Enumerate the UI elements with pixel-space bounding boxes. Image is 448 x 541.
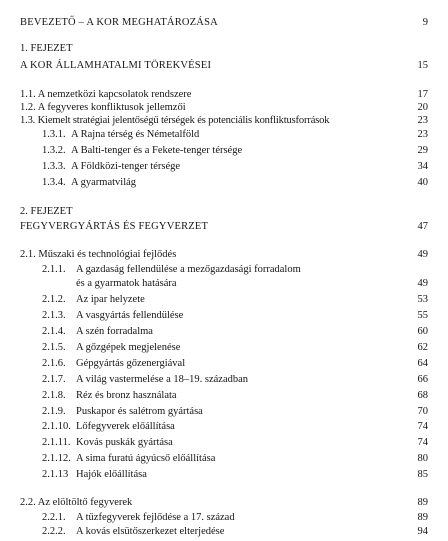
chapter-number: 2. FEJEZET: [20, 206, 73, 217]
toc-subentry: [0, 375, 448, 389]
toc-page-number: 74: [417, 437, 428, 448]
toc-subentry-text: Gépgyártás gőzenergiával: [76, 358, 186, 369]
toc-page-number: 55: [417, 310, 428, 321]
toc-subentry: [0, 130, 448, 144]
toc-subentry-text: A gazdaság fellendülése a mezőgazdasági forradalom: [76, 264, 301, 275]
toc-page-number: 15: [417, 60, 428, 71]
toc-page-number: 53: [417, 294, 428, 305]
toc-page-number: 62: [417, 342, 428, 353]
toc-subentry: [0, 391, 448, 405]
toc-entry: [0, 116, 448, 130]
toc-page-number: 89: [417, 497, 428, 508]
toc-page-number: 47: [417, 221, 428, 232]
chapter-title: FEGYVERGYÁRTÁS ÉS FEGYVERZET: [20, 221, 209, 232]
toc-page-number: 74: [417, 421, 428, 432]
toc-subentry-number: 2.1.8.: [42, 390, 66, 401]
toc-section-label: 2.2. Az elöltöltő fegyverek: [20, 497, 133, 508]
toc-subentry: [0, 438, 448, 452]
toc-subentry-number: 2.1.6.: [42, 358, 66, 369]
toc-subentry-number: 2.1.11.: [42, 437, 71, 448]
chapter-2-heading: [0, 222, 448, 236]
toc-subentry: [0, 311, 448, 325]
toc-subentry-number: 2.1.12.: [42, 453, 71, 464]
chapter-title: A KOR ÁLLAMHATALMI TÖREKVÉSEI: [20, 60, 212, 71]
toc-subentry-text: és a gyarmatok hatására: [76, 278, 177, 289]
toc-subentry-number: 2.1.9.: [42, 406, 66, 417]
toc-page-number: 68: [417, 390, 428, 401]
toc-subentry-text: A Rajna térség és Németalföld: [71, 129, 200, 140]
toc-subentry-text: Hajók előállítása: [76, 469, 147, 480]
toc-entry-label: 1.1. A nemzetközi kapcsolatok rendszere: [20, 89, 192, 100]
toc-subentry-number: 2.1.10.: [42, 421, 71, 432]
toc-subentry-number: 1.3.4.: [42, 177, 66, 188]
toc-subentry-number: 2.1.5.: [42, 342, 66, 353]
toc-entry-label: 1.3. Kiemelt stratégiai jelentőségű térségek és potenciális konfliktusforrások: [20, 115, 330, 126]
toc-subentry-text: Lőfegyverek előállítása: [76, 421, 175, 432]
toc-subentry: [0, 407, 448, 421]
toc-subentry-continuation: [0, 279, 448, 293]
chapter-number: 1. FEJEZET: [20, 43, 73, 54]
toc-subentry-text: A világ vastermelése a 18–19. században: [76, 374, 249, 385]
chapter-1-number: [0, 44, 448, 58]
toc-page-number: 29: [417, 145, 428, 156]
toc-page-number: 64: [417, 358, 428, 369]
toc-subentry-number: 2.1.13: [42, 469, 69, 480]
toc-page-number: 34: [417, 161, 428, 172]
toc-subentry: [0, 295, 448, 309]
toc-page-number: 17: [417, 89, 428, 100]
toc-section: [0, 498, 448, 512]
toc-page-number: 70: [417, 406, 428, 417]
toc-subentry-number: 2.1.1.: [42, 264, 66, 275]
toc-subentry: [0, 359, 448, 373]
toc-subentry-text: Kovás puskák gyártása: [76, 437, 173, 448]
toc-subentry-text: Réz és bronz használata: [76, 390, 177, 401]
toc-page-number: 66: [417, 374, 428, 385]
toc-subentry-number: 2.1.7.: [42, 374, 66, 385]
toc-subentry-text: A gőzgépek megjelenése: [76, 342, 181, 353]
toc-subentry-number: 1.3.2.: [42, 145, 66, 156]
toc-page-number: 85: [417, 469, 428, 480]
toc-intro: [0, 18, 448, 32]
toc-intro-title: BEVEZETŐ – A KOR MEGHATÁROZÁSA: [20, 17, 218, 28]
toc-subentry-text: A szén forradalma: [76, 326, 153, 337]
toc-page-number: 89: [417, 512, 428, 523]
toc-section-label: 2.1. Műszaki és technológiai fejlődés: [20, 249, 177, 260]
toc-subentry-text: A Földközi-tenger térsége: [71, 161, 181, 172]
toc-subentry: [0, 470, 448, 484]
toc-subentry: [0, 454, 448, 468]
toc-entry-label: 1.2. A fegyveres konfliktusok jellemzői: [20, 102, 186, 113]
toc-subentry-number: 1.3.3.: [42, 161, 66, 172]
toc-subentry-number: 2.1.3.: [42, 310, 66, 321]
toc-subentry-number: 2.2.2.: [42, 526, 66, 537]
chapter-1-heading: [0, 61, 448, 75]
toc-subentry: [0, 513, 448, 527]
toc-page-number: 23: [417, 115, 428, 126]
toc-subentry: [0, 422, 448, 436]
toc-subentry-text: A sima furatú ágyúcső előállítása: [76, 453, 216, 464]
toc-page-number: 94: [417, 526, 428, 537]
toc-subentry: [0, 162, 448, 176]
toc-subentry: [0, 343, 448, 357]
toc-subentry-number: 2.1.2.: [42, 294, 66, 305]
toc-subentry-text: A gyarmatvilág: [71, 177, 137, 188]
toc-page-number: 80: [417, 453, 428, 464]
toc-subentry: [0, 178, 448, 192]
toc-subentry: [0, 146, 448, 160]
toc-subentry-number: 2.1.4.: [42, 326, 66, 337]
toc-subentry-text: A tűzfegyverek fejlődése a 17. század: [76, 512, 235, 523]
toc-subentry: [0, 327, 448, 341]
toc-subentry: [0, 265, 448, 279]
toc-subentry-text: A vasgyártás fellendülése: [76, 310, 184, 321]
toc-page-number: 40: [417, 177, 428, 188]
toc-page-number: 60: [417, 326, 428, 337]
toc-page-number: 20: [417, 102, 428, 113]
toc-subentry-number: 1.3.1.: [42, 129, 66, 140]
toc-section: [0, 250, 448, 264]
toc-page-number: 49: [417, 278, 428, 289]
chapter-2-number: [0, 207, 448, 221]
toc-subentry-text: A kovás elsütőszerkezet elterjedése: [76, 526, 225, 537]
toc-page-number: 49: [417, 249, 428, 260]
toc-subentry-text: A Balti-tenger és a Fekete-tenger térsége: [71, 145, 243, 156]
toc-subentry-text: Az ipar helyzete: [76, 294, 145, 305]
toc-page-number: 23: [417, 129, 428, 140]
toc-subentry-number: 2.2.1.: [42, 512, 66, 523]
toc-subentry-text: Puskapor és salétrom gyártása: [76, 406, 203, 417]
toc-page-number: 9: [422, 17, 428, 28]
toc-subentry: [0, 527, 448, 541]
